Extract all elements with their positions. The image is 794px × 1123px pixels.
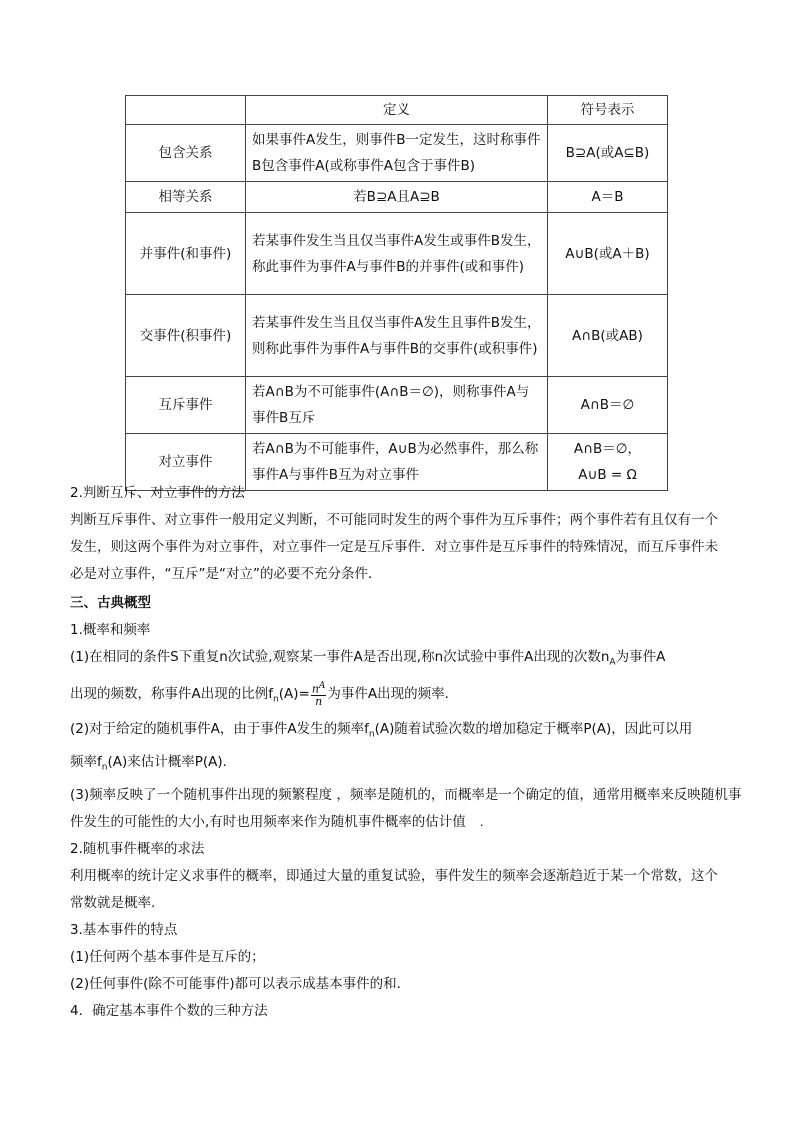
paragraph-1-line-2	[70, 677, 730, 717]
subsection-3-point-2: (2)任何事件(除不可能事件)都可以表示成基本事件的和．	[70, 975, 411, 992]
paragraph-1-text-e: 为事件A出现的频率．	[327, 685, 459, 702]
row-definition: 若某事件发生当且仅当事件A发生且事件B发生，则称此事件为事件A与事件B的交事件(或积事件)	[246, 295, 548, 377]
paragraph-2-text-a: (2)对于给定的随机事件A，由于事件A发生的频率f	[70, 721, 369, 738]
row-symbol: A∩B＝∅	[548, 377, 668, 434]
row-name: 交事件(积事件)	[126, 295, 246, 377]
table-row	[126, 182, 668, 213]
numerator-sup: A	[318, 680, 326, 691]
paragraph-2	[70, 716, 730, 749]
row-name: 包含关系	[126, 125, 246, 182]
paragraph-2-subscript-2: n	[101, 762, 108, 773]
paragraph-3-text: 件发生的可能性的大小,有时也用频率来作为随机事件概率的估计值	[70, 813, 466, 830]
row-symbol: A＝B	[548, 182, 668, 213]
section-3-title: 三、古典概型	[70, 595, 151, 611]
subsection-2-heading: 2.随机事件概率的求法	[70, 840, 205, 857]
paragraph-2-subscript: n	[368, 730, 375, 741]
section-2-heading: 2.判断互斥、对立事件的方法	[70, 485, 245, 501]
paragraph-1	[70, 644, 730, 677]
subsection-2-body: 利用概率的统计定义求事件的概率，即通过大量的重复试验，事件发生的频率会逐渐趋近于某一个常数，这个常数就是概率.	[70, 867, 718, 911]
fraction-denominator: n	[315, 694, 323, 708]
row-symbol-line-2: A∪B = Ω	[578, 467, 637, 483]
table-row	[126, 377, 668, 434]
row-definition: 若A∩B为不可能事件(A∩B＝∅)，则称事件A与事件B互斥	[246, 377, 548, 434]
paragraph-2-text-d: (A)来估计概率P(A)．	[107, 754, 237, 771]
subsection-1-heading: 1.概率和频率	[70, 622, 151, 638]
body-text	[70, 480, 742, 1025]
paragraph-3-line-2	[70, 809, 730, 836]
row-definition: 若B⊇A且A⊇B	[246, 182, 548, 213]
paragraph-2-text-c: 频率f	[70, 754, 102, 771]
row-name: 并事件(和事件)	[126, 213, 246, 295]
paragraph-1-text-c: 出现的频数，称事件A出现的比例f	[70, 685, 273, 702]
table-row	[126, 125, 668, 182]
paragraph-1-subscript: A	[609, 657, 616, 668]
row-definition: 若A∩B为不可能事件，A∪B为必然事件，那么称事件A与事件B互为对立事件	[246, 434, 548, 491]
subsection-3-heading: 3.基本事件的特点	[70, 921, 178, 938]
row-name: 互斥事件	[126, 377, 246, 434]
paragraph-1-text-a: (1)在相同的条件S下重复n次试验,观察某一事件A是否出现,称n次试验中事件A出现的次数n	[70, 649, 610, 665]
table-row	[126, 213, 668, 295]
header-symbol: 符号表示	[548, 96, 668, 125]
row-name: 相等关系	[126, 182, 246, 213]
paragraph-1-fn-subscript: n	[273, 694, 279, 705]
header-blank-cell	[126, 96, 246, 125]
paragraph-2-text-b: (A)随着试验次数的增加稳定于概率P(A)，因此可以用	[374, 721, 693, 738]
frequency-fraction	[311, 681, 327, 707]
paragraph-3-line-1: (3)频率反映了一个随机事件出现的频繁程度 ，频率是随机的，而概率是一个确定的值，通常用概率来反映随机事	[70, 786, 742, 803]
row-symbol-line-1: A∩B＝∅，	[573, 441, 642, 457]
row-definition: 若某事件发生当且仅当事件A发生或事件B发生，称此事件为事件A与事件B的并事件(或和事件)	[246, 213, 548, 295]
fraction-numerator	[311, 681, 327, 696]
header-definition: 定义	[246, 96, 548, 125]
event-relations-table	[125, 95, 668, 491]
row-symbol: B⊇A(或A⊆B)	[548, 125, 668, 182]
paragraph-1-text-d: (A)=	[278, 685, 310, 702]
row-definition: 如果事件A发生，则事件B一定发生，这时称事件B包含事件A(或称事件A包含于事件B)	[246, 125, 548, 182]
row-name: 对立事件	[126, 434, 246, 491]
table-row	[126, 295, 668, 377]
paragraph-3-dot: .	[479, 814, 484, 829]
row-symbol: A∪B(或A＋B)	[548, 213, 668, 295]
section-2-body: 判断互斥事件、对立事件一般用定义判断，不可能同时发生的两个事件为互斥事件；两个事件若有且仅有一个发生，则这两个事件为对立事件，对立事件一定是互斥事件．对立事件是互斥事件的特殊情况，而互斥事件未必是对立事件，“互斥”是“对立”的必要不充分条件．	[70, 512, 718, 582]
paragraph-1-text-b: 为事件A	[615, 649, 666, 665]
paragraph-2-line-2	[70, 749, 730, 782]
row-symbol: A∩B(或AB)	[548, 295, 668, 377]
numerator-n: n	[311, 682, 319, 696]
subsection-4-heading: 4．确定基本事件个数的三种方法	[70, 1002, 268, 1019]
subsection-3-point-1: (1)任何两个基本事件是互斥的；	[70, 948, 265, 965]
table-header-row	[126, 96, 668, 125]
